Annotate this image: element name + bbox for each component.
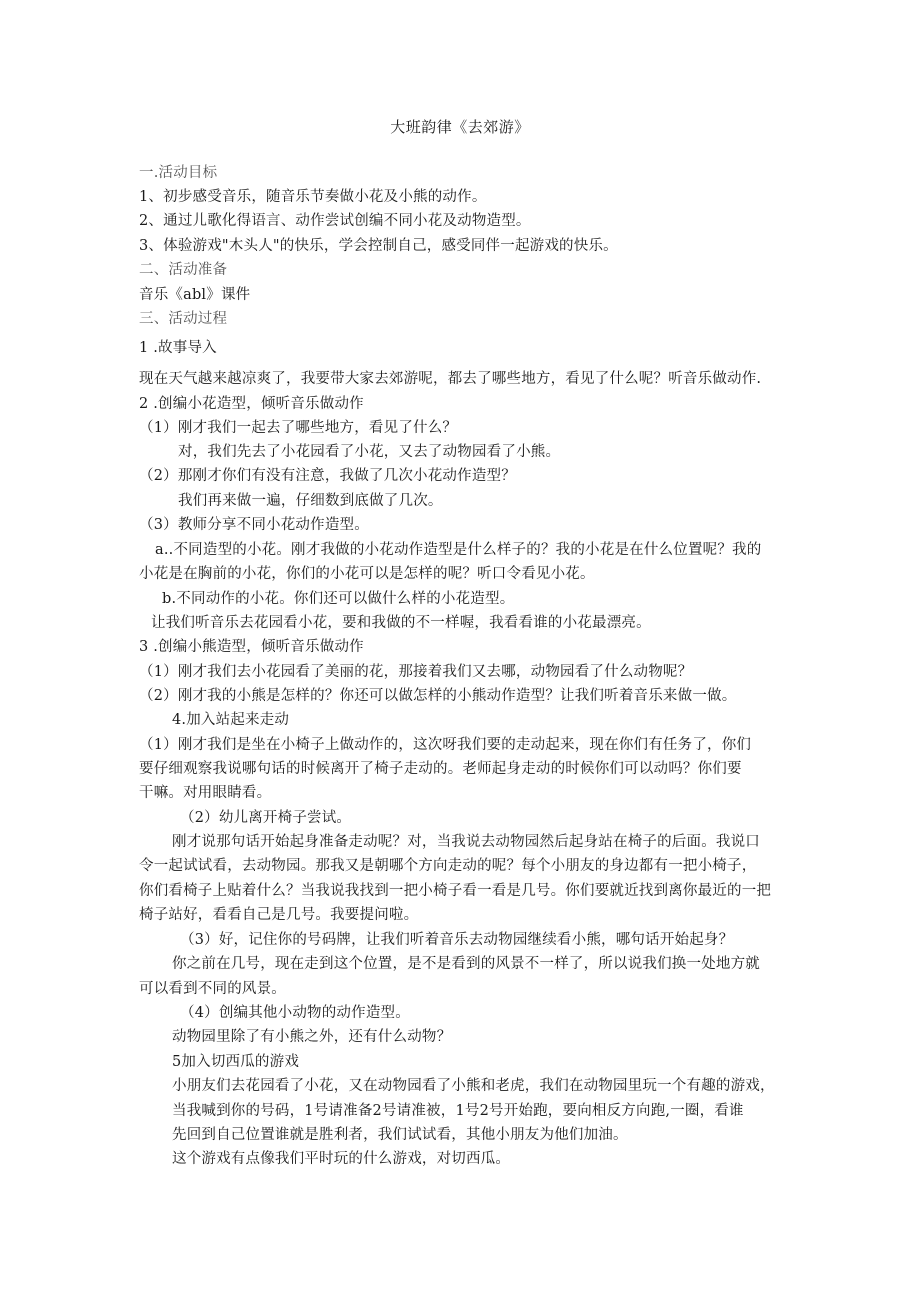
section-heading-objectives: 一.活动目标 xyxy=(139,165,218,181)
paragraph-line: （2）那刚才你们有没有注意，我做了几次小花动作造型？ xyxy=(139,468,516,484)
paragraph-line: （1）刚才我们是坐在小椅子上做动作的，这次呀我们要的走动起来，现在你们有任务了，你们 xyxy=(139,737,752,753)
paragraph-line: 动物园里除了有小熊之外，还有什么动物？ xyxy=(172,1029,452,1045)
paragraph-line: 你们看椅子上贴着什么？当我说我找到一把小椅子看一看是几号。你们要就近找到离你最近的一把 xyxy=(139,883,772,899)
step-2-heading: 2 .创编小花造型，倾听音乐做动作 xyxy=(139,396,364,412)
paragraph-line: 干嘛。对用眼睛看。 xyxy=(139,785,272,801)
paragraph-line: 你之前在几号，现在走到这个位置，是不是看到的风景不一样了，所以说我们换一处地方就 xyxy=(172,956,760,972)
paragraph-line: （2）幼儿离开椅子尝试。 xyxy=(180,810,352,826)
paragraph-line: 小朋友们去花园看了小花，又在动物园看了小熊和老虎，我们在动物园里玩一个有趣的游戏， xyxy=(172,1078,775,1094)
section-heading-preparation: 二、活动准备 xyxy=(139,262,228,278)
preparation-item: 音乐《abl》课件 xyxy=(139,287,251,303)
objective-1: 1、初步感受音乐，随音乐节奏做小花及小熊的动作。 xyxy=(139,189,487,205)
paragraph-line: a..不同造型的小花。刚才我做的小花动作造型是什么样子的？我的小花是在什么位置呢？我的 xyxy=(155,542,762,558)
paragraph-line: 可以看到不同的风景。 xyxy=(139,981,286,997)
objective-3: 3、体验游戏"木头人"的快乐，学会控制自己，感受同伴一起游戏的快乐。 xyxy=(139,238,618,254)
objective-2: 2、通过儿歌化得语言、动作尝试创编不同小花及动物造型。 xyxy=(139,213,531,229)
paragraph-line: 小花是在胸前的小花，你们的小花可以是怎样的呢？听口令看见小花。 xyxy=(139,566,595,582)
paragraph-line: 先回到自己位置谁就是胜利者，我们试试看，其他小朋友为他们加油。 xyxy=(172,1127,628,1143)
paragraph-line: 现在天气越来越凉爽了，我要带大家去郊游呢，都去了哪些地方，看见了什么呢？听音乐做动作. xyxy=(139,371,762,387)
paragraph-line: 椅子站好，看看自己是几号。我要提问啦。 xyxy=(139,907,419,923)
paragraph-line: （3）教师分享不同小花动作造型。 xyxy=(139,517,369,533)
step-1-heading: 1 .故事导入 xyxy=(139,340,217,356)
paragraph-line: b.不同动作的小花。你们还可以做什么样的小花造型。 xyxy=(162,591,515,607)
paragraph-line: 当我喊到你的号码，1号请准备2号请准被，1号2号开始跑，要向相反方向跑,一圈，看谁 xyxy=(172,1103,744,1119)
paragraph-line: 我们再来做一遍，仔细数到底做了几次。 xyxy=(178,493,443,509)
paragraph-line: （1）刚才我们一起去了哪些地方，看见了什么？ xyxy=(139,420,458,436)
document-title: 大班韵律《去郊游》 xyxy=(390,118,530,136)
section-heading-process: 三、活动过程 xyxy=(139,311,228,327)
step-4-heading: 4.加入站起来走动 xyxy=(172,712,290,728)
paragraph-line: 对，我们先去了小花园看了小花，又去了动物园看了小熊。 xyxy=(178,444,561,460)
paragraph-line: 这个游戏有点像我们平时玩的什么游戏，对切西瓜。 xyxy=(172,1151,511,1167)
paragraph-line: 让我们听音乐去花园看小花，要和我做的不一样喔，我看看谁的小花最漂亮。 xyxy=(151,615,651,631)
paragraph-line: （1）刚才我们去小花园看了美丽的花，那接着我们又去哪，动物园看了什么动物呢？ xyxy=(139,664,693,680)
paragraph-line: （3）好，记住你的号码牌，让我们听着音乐去动物园继续看小熊，哪句话开始起身？ xyxy=(180,932,734,948)
step-5-heading: 5加入切西瓜的游戏 xyxy=(172,1054,300,1070)
step-3-heading: 3 .创编小熊造型，倾听音乐做动作 xyxy=(139,639,364,655)
paragraph-line: （2）刚才我的小熊是怎样的？你还可以做怎样的小熊动作造型？让我们听着音乐来做一做。 xyxy=(139,688,737,704)
paragraph-line: 令一起试试看，去动物园。那我又是朝哪个方向走动的呢？每个小朋友的身边都有一把小椅子， xyxy=(139,858,757,874)
paragraph-line: （4）创编其他小动物的动作造型。 xyxy=(180,1005,410,1021)
paragraph-line: 刚才说那句话开始起身准备走动呢？对，当我说去动物园然后起身站在椅子的后面。我说口 xyxy=(172,834,760,850)
paragraph-line: 要仔细观察我说哪句话的时候离开了椅子走动的。老师起身走动的时候你们可以动吗？你们要 xyxy=(139,761,742,777)
